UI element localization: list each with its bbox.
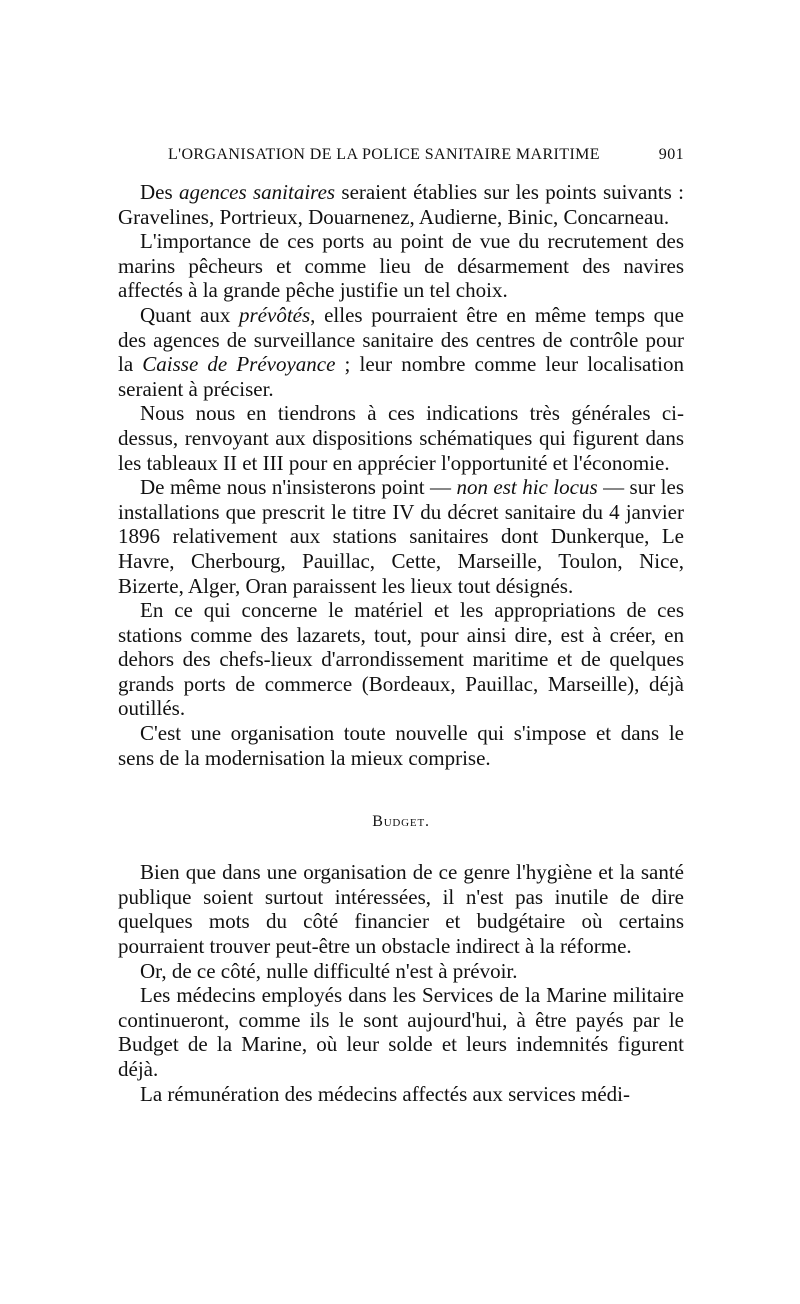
paragraph (118, 401, 684, 475)
paragraph-text: Quant aux (140, 302, 239, 327)
paragraph (118, 229, 684, 303)
paragraph-text: En ce qui concerne le matériel et les appropriations de ces stations comme des lazarets, tout, pour ainsi dire, est à créer, en dehors des chefs-lieux d'arrondissement maritime et de quelques grands ports de commerce (Bordeaux, Pauillac, Marseille), déjà outillés. (118, 598, 684, 721)
paragraph-text: — sur les installations que prescrit le titre IV du décret sanitaire du 4 janvier 1896 relativement aux stations sanitaires dont Dunkerque, Le Havre, Cherbourg, Pauillac, Cette, Marseille, Toulon, Nice, Bizerte, Alger, Oran paraissent les lieux tout désignés. (118, 475, 684, 598)
italic-text: non est hic locus (456, 475, 598, 500)
paragraph-text: , elles pourraient être en même temps que des agences de surveillance sanitaire des centres de contrôle pour la (118, 302, 684, 377)
running-header (120, 146, 684, 170)
paragraph (118, 959, 684, 984)
page-body (118, 180, 684, 1106)
paragraph (118, 721, 684, 770)
paragraph (118, 303, 684, 401)
section-heading-text: Budget. (372, 813, 430, 831)
italic-text: prévôtés (239, 302, 311, 327)
page-number: 901 (658, 146, 684, 163)
paragraph-text: Nous nous en tiendrons à ces indications très générales ci-dessus, renvoyant aux dispositions schématiques qui figurent dans les tableaux II et III pour en apprécier l'opportunité et l'économie. (118, 401, 684, 475)
paragraph-text: L'importance de ces ports au point de vue du recrutement des marins pêcheurs et comme lieu de désarmement des navires affectés à la grande pêche justifie un tel choix. (118, 229, 684, 303)
italic-text: Caisse de Prévoyance (142, 352, 336, 377)
paragraph (118, 983, 684, 1081)
section-heading (118, 810, 684, 834)
paragraph-text: Des (140, 180, 180, 204)
paragraph-text: De même nous n'insisterons point — (140, 475, 457, 500)
paragraph (118, 860, 684, 958)
paragraph-text: La rémunération des médecins affectés aux services médi- (140, 1081, 630, 1106)
paragraph-text: ; leur nombre comme leur localisation seraient à préciser. (118, 352, 685, 401)
paragraph (118, 475, 684, 598)
paragraphs-before-heading (118, 180, 684, 770)
paragraph-text: Or, de ce côté, nulle difficulté n'est à prévoir. (140, 958, 518, 983)
running-title: L'ORGANISATION DE LA POLICE SANITAIRE MARITIME (168, 146, 600, 163)
paragraphs-after-heading (118, 860, 684, 1106)
paragraph (118, 1082, 684, 1107)
paragraph-text: Bien que dans une organisation de ce genre l'hygiène et la santé publique soient surtout intéressées, il n'est pas inutile de dire quelques mots du côté financier et budgétaire où certains pourraient trouver peut-être un obstacle indirect à la réforme. (118, 860, 684, 959)
paragraph-text: seraient établies sur les points suivants : Gravelines, Portrieux, Douarnenez, Audierne, Binic, Concarneau. (118, 180, 684, 229)
italic-text: agences sanitaires (179, 180, 336, 204)
paragraph (118, 598, 684, 721)
paragraph (118, 180, 684, 229)
paragraph-text: Les médecins employés dans les Services de la Marine militaire continueront, comme ils le sont aujourd'hui, à être payés par le Budget de la Marine, où leur solde et leurs indemnités figurent déjà. (118, 983, 684, 1081)
paragraph-text: C'est une organisation toute nouvelle qui s'impose et dans le sens de la modernisation la mieux comprise. (118, 721, 684, 770)
